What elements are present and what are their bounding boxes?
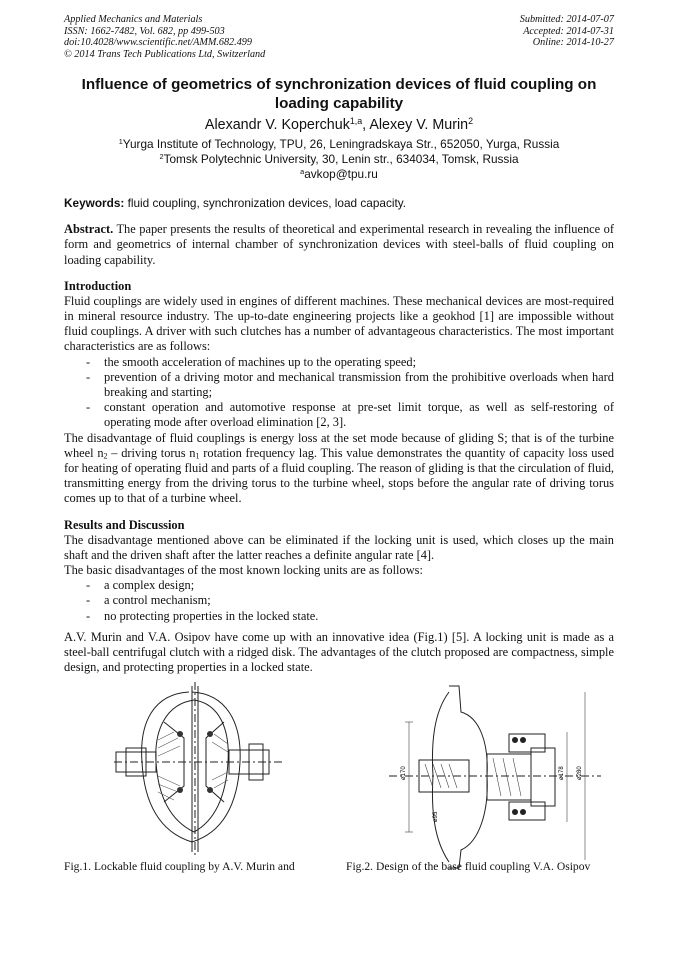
subscript: 2 <box>103 451 108 461</box>
list-item-text: the smooth acceleration of machines up to the operating speed; <box>104 354 417 369</box>
author-list <box>64 116 614 134</box>
affiliation-mark: 2 <box>159 151 164 161</box>
dash-bullet: - <box>86 608 91 623</box>
online-date: Online: 2014-10-27 <box>532 37 614 49</box>
fig2-dimension: ø178 <box>559 766 565 781</box>
journal-name: Applied Mechanics and Materials <box>64 14 203 25</box>
dash-bullet: - <box>86 354 91 369</box>
affiliation-text: Yurga Institute of Technology, TPU, 26, Leningradskaya Str., 652050, Yurga, Russia <box>122 137 560 152</box>
fig2-caption: Fig.2. Design of the base fluid coupling V.A. Osipov <box>346 860 591 874</box>
accepted-date: Accepted: 2014-07-31 <box>523 25 614 37</box>
paper-title: Influence of geometrics of synchronization devices of fluid coupling on loading capability <box>81 76 597 113</box>
fig2-dimension: ø95 <box>433 812 439 823</box>
doi: doi:10.4028/www.scientific.net/AMM.682.499 <box>64 37 252 49</box>
list-item <box>64 355 614 370</box>
results-bullet-list <box>64 578 614 624</box>
list-item-text: a complex design; <box>104 578 195 593</box>
paper-page <box>64 14 614 874</box>
results-paragraph: The disadvantage mentioned above can be eliminated if the locking unit is used, which closes up the main shaft and the driven shaft after the latter reaches a definite angular rate [4]. <box>64 532 614 562</box>
intro-bullet-list <box>64 355 614 431</box>
list-item <box>64 370 614 400</box>
issn: ISSN: 1662-7482, Vol. 682, pp 499-503 <box>64 25 225 37</box>
list-item <box>64 609 614 624</box>
text-run: rotation frequency lag. This value demonstrates the quantity of capacity loss used for heating of operating fluid and parts of a fluid coupling. The reason of gliding is that the circulation of fluid, transmitting energy from the driving torus to the turbine wheel, stops before the angular rate of driving torus comes up to that of a turbine wheel. <box>64 445 615 506</box>
journal-info <box>64 14 265 60</box>
list-item-text: no protecting properties in the locked state. <box>104 608 319 623</box>
fig2-dimension: ø280 <box>577 766 583 781</box>
results-paragraph: The basic disadvantages of the most known locking units are as follows: <box>64 563 423 578</box>
list-item-text: prevention of a driving motor and mechanical transmission from the prohibitive overloads when hard breaking and starting; <box>104 369 614 399</box>
fig1-coupling-drawing <box>114 682 284 860</box>
affiliation-mark: 1 <box>118 137 123 147</box>
list-item-text: constant operation and automotive response at pre-set limit torque, as well as self-restoring of operating mode after overload elimination [2, 3]. <box>104 400 614 430</box>
keywords <box>64 196 614 210</box>
abstract <box>64 222 614 268</box>
publication-header <box>64 14 614 60</box>
dash-bullet: - <box>86 578 91 593</box>
list-item <box>64 400 614 430</box>
author-separator: , <box>362 117 370 134</box>
publication-dates <box>520 14 614 60</box>
abstract-text: The paper presents the results of theoretical and experimental research in revealing the influence of form and geometrics of internal chamber of synchronization devices with steel-balls of fluid coupling on loading capability. <box>64 222 614 267</box>
figures-row <box>64 682 614 874</box>
keywords-label: Keywords: <box>64 196 125 211</box>
fig2-dimension: ø170 <box>401 766 407 781</box>
results-paragraph: A.V. Murin and V.A. Osipov have come up with an innovative idea (Fig.1) [5]. A locking unit is made as a steel-ball centrifugal clutch with a ridged disk. The advantages of the clutch proposed are compactness, simple design, and protecting properties in a locked state. <box>64 629 614 675</box>
dash-bullet: - <box>86 369 91 384</box>
list-item-text: a control mechanism; <box>104 593 211 608</box>
section-heading-results: Results and Discussion <box>64 517 185 532</box>
list-item <box>64 593 614 608</box>
affiliation-text: Tomsk Polytechnic University, 30, Lenin str., 634034, Tomsk, Russia <box>163 151 519 166</box>
text-run: The disadvantage of fluid couplings is energy loss at the set mode because of gliding S; that is of the turbine wheel n <box>64 430 614 460</box>
intro-paragraph: Fluid couplings are widely used in engines of different machines. These mechanical devices are most-required in mineral resource industry. The up-to-date engineering projects like a geokhod [1] are impossible without fluid couplings. A driver with such clutches has a number of advantageous characteristics. The most important characteristics are as follows: <box>64 293 614 354</box>
abstract-label: Abstract. <box>64 222 114 237</box>
dash-bullet: - <box>86 593 91 608</box>
intro-paragraph-gliding <box>64 431 614 507</box>
subscript: 1 <box>195 451 200 461</box>
list-item <box>64 578 614 593</box>
email-text: avkop@tpu.ru <box>304 166 378 181</box>
dash-bullet: - <box>86 400 91 415</box>
author-name: Alexandr V. Koperchuk <box>204 117 350 134</box>
section-heading-introduction: Introduction <box>64 278 132 293</box>
email-mark: a <box>300 166 305 176</box>
author-affiliation-mark: 2 <box>468 116 474 127</box>
affiliation <box>64 137 614 152</box>
author-affiliation-mark: 1,a <box>349 116 363 127</box>
author-name: Alexey V. Murin <box>369 117 469 134</box>
fig1-caption: Fig.1. Lockable fluid coupling by A.V. Murin and <box>64 860 295 874</box>
submitted-date: Submitted: 2014-07-07 <box>519 14 614 25</box>
keywords-text: fluid coupling, synchronization devices, load capacity. <box>124 196 407 211</box>
affiliations <box>64 137 614 181</box>
copyright: © 2014 Trans Tech Publications Ltd, Switzerland <box>64 48 266 60</box>
fig2-design-drawing <box>389 682 604 870</box>
affiliation <box>64 152 614 167</box>
text-run: – driving torus n <box>107 445 196 460</box>
author-email <box>64 167 614 182</box>
